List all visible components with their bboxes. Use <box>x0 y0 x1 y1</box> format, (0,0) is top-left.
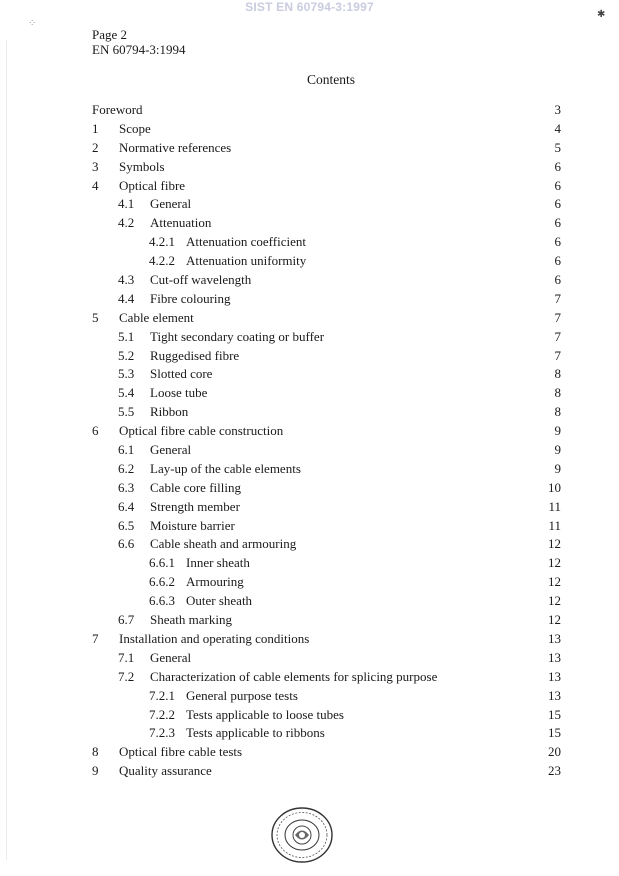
toc-entry <box>0 252 619 271</box>
toc-entry <box>0 460 619 479</box>
toc-entry-page: 9 <box>554 460 561 476</box>
toc-entry <box>0 328 619 347</box>
toc-entry-title: Cable sheath and armouring <box>150 536 297 552</box>
toc-entry-number: 7.2.2 <box>149 706 175 722</box>
toc-entry <box>0 743 619 762</box>
toc-entry-title: Moisture barrier <box>150 517 235 533</box>
toc-entry <box>0 498 619 517</box>
toc-entry-title: General purpose tests <box>186 687 298 703</box>
toc-entry-number: 6.6.2 <box>149 574 175 590</box>
toc-entry-title: Characterization of cable elements for splicing purpose <box>150 668 438 684</box>
toc-entry-page: 15 <box>548 725 561 741</box>
toc-entry-title: Attenuation coefficient <box>186 234 306 250</box>
toc-entry-title: Installation and operating conditions <box>119 630 310 646</box>
toc-entry-number: 7.1 <box>118 649 135 665</box>
toc-entry-number: 5.5 <box>118 404 135 420</box>
toc-entry-page: 13 <box>548 649 561 665</box>
toc-entry <box>0 630 619 649</box>
toc-entry-number: 7.2.1 <box>149 687 175 703</box>
toc-entry-title: Symbols <box>119 158 165 174</box>
toc-entry-title: Outer sheath <box>186 593 253 609</box>
scan-speck-icon: ✱ <box>597 9 606 20</box>
toc-entry <box>0 441 619 460</box>
toc-entry-page: 7 <box>554 309 561 325</box>
toc-entry-page: 6 <box>554 234 561 250</box>
toc-entry-number: 6.1 <box>118 442 135 458</box>
toc-entry-page: 12 <box>548 536 561 552</box>
toc-entry-title: Attenuation <box>150 215 212 231</box>
toc-entry-page: 20 <box>548 744 561 760</box>
toc-entry-number: 4.4 <box>118 290 135 306</box>
toc-entry-title: General <box>150 196 192 212</box>
page-number: Page 2 <box>92 27 128 42</box>
toc-entry <box>0 762 619 781</box>
toc-entry-page: 15 <box>548 706 561 722</box>
toc-entry-page: 4 <box>554 120 561 136</box>
toc-entry <box>0 309 619 328</box>
toc-entry-number: 2 <box>92 139 99 155</box>
toc-entry-page: 7 <box>554 290 561 306</box>
toc-entry <box>0 706 619 725</box>
toc-entry-title: Optical fibre cable construction <box>119 423 284 439</box>
toc-entry <box>0 517 619 536</box>
toc-entry-title: Strength member <box>150 498 240 514</box>
toc-entry-title: General <box>150 649 192 665</box>
toc-entry <box>0 195 619 214</box>
toc-entry-number: 6.7 <box>118 612 135 628</box>
toc-entry-page: 12 <box>548 555 561 571</box>
toc-entry-title: Ribbon <box>150 404 189 420</box>
toc-entry <box>0 120 619 139</box>
toc-entry-number: 5.3 <box>118 366 135 382</box>
toc-entry <box>0 233 619 252</box>
toc-entry-page: 13 <box>548 668 561 684</box>
toc-entry-title: Normative references <box>119 139 232 155</box>
toc-entry-number: 4.2.1 <box>149 234 175 250</box>
toc-entry-page: 13 <box>548 687 561 703</box>
toc-entry <box>0 214 619 233</box>
toc-entry-title: Foreword <box>92 102 143 117</box>
toc-entry <box>0 158 619 177</box>
scan-speck-icon: ⁘ <box>28 18 37 29</box>
toc-entry-page: 8 <box>554 366 561 382</box>
toc-entry-number: 6.3 <box>118 479 135 495</box>
toc-entry-number: 7 <box>92 630 99 646</box>
toc-entry-number: 4.2 <box>118 215 135 231</box>
toc-entry-page: 7 <box>554 347 561 363</box>
toc-entry <box>0 101 619 120</box>
toc-entry-number: 6.6.3 <box>149 593 175 609</box>
toc-entry <box>0 479 619 498</box>
toc-entry-page: 3 <box>554 102 561 117</box>
toc-entry-number: 4.2.2 <box>149 253 175 269</box>
toc-entry-title: Slotted core <box>150 366 213 382</box>
toc-entry-title: Armouring <box>186 574 244 590</box>
toc-entry-number: 6.6.1 <box>149 555 175 571</box>
toc-entry-page: 23 <box>548 763 561 779</box>
toc-entry-page: 6 <box>554 158 561 174</box>
toc-entry-page: 6 <box>554 177 561 193</box>
toc-entry-page: 12 <box>548 612 561 628</box>
toc-entry-title: Fibre colouring <box>150 290 231 306</box>
toc-entry-number: 1 <box>92 120 99 136</box>
toc-entry-number: 6.4 <box>118 498 135 514</box>
toc-entry-title: Cable core filling <box>150 479 241 495</box>
toc-entry-number: 5.2 <box>118 347 135 363</box>
seal-stamp-icon <box>270 806 334 864</box>
toc-entry-page: 13 <box>548 630 561 646</box>
toc-entry-title: Inner sheath <box>186 555 250 571</box>
toc-entry-page: 11 <box>548 498 561 514</box>
toc-entry-page: 6 <box>554 215 561 231</box>
toc-entry-page: 6 <box>554 253 561 269</box>
toc-entry-page: 7 <box>554 328 561 344</box>
toc-entry <box>0 365 619 384</box>
toc-entry-page: 10 <box>548 479 561 495</box>
toc-entry-title: Optical fibre <box>119 177 186 193</box>
toc-entry-page: 5 <box>554 139 561 155</box>
toc-entry-page: 12 <box>548 574 561 590</box>
toc-entry <box>0 271 619 290</box>
toc-entry <box>0 573 619 592</box>
toc-entry-number: 6.5 <box>118 517 135 533</box>
toc-entry-number: 5 <box>92 309 99 325</box>
toc-entry-title: Scope <box>119 120 151 136</box>
toc-entry-number: 8 <box>92 744 99 760</box>
toc-entry-page: 9 <box>554 442 561 458</box>
toc-entry-title: Tests applicable to ribbons <box>186 725 325 741</box>
standard-number: EN 60794-3:1994 <box>92 42 186 57</box>
toc-entry <box>0 724 619 743</box>
toc-entry <box>0 592 619 611</box>
watermark: SIST EN 60794-3:1997 <box>245 0 374 14</box>
page-header <box>92 27 186 57</box>
table-of-contents <box>0 101 619 781</box>
toc-entry-title: Ruggedised fibre <box>150 347 240 363</box>
toc-entry-title: Cable element <box>119 309 194 325</box>
toc-entry-number: 6.2 <box>118 460 135 476</box>
toc-entry <box>0 139 619 158</box>
toc-entry-title: Attenuation uniformity <box>186 253 307 269</box>
toc-entry <box>0 290 619 309</box>
toc-entry <box>0 384 619 403</box>
toc-entry-title: Quality assurance <box>119 763 212 779</box>
toc-entry <box>0 611 619 630</box>
toc-entry-title: Tight secondary coating or buffer <box>150 328 325 344</box>
toc-entry <box>0 177 619 196</box>
toc-entry-page: 8 <box>554 404 561 420</box>
toc-entry <box>0 554 619 573</box>
toc-entry-number: 6 <box>92 423 99 439</box>
toc-entry-page: 6 <box>554 272 561 288</box>
toc-entry-number: 7.2.3 <box>149 725 175 741</box>
toc-entry-title: Sheath marking <box>150 612 232 628</box>
toc-entry-number: 5.1 <box>118 328 135 344</box>
toc-entry-title: Loose tube <box>150 385 208 401</box>
toc-entry-number: 5.4 <box>118 385 135 401</box>
toc-entry-page: 8 <box>554 385 561 401</box>
toc-entry <box>0 668 619 687</box>
toc-entry-number: 4.1 <box>118 196 135 212</box>
toc-entry-title: Tests applicable to loose tubes <box>186 706 344 722</box>
toc-entry-number: 6.6 <box>118 536 135 552</box>
toc-entry <box>0 535 619 554</box>
toc-entry-page: 11 <box>548 517 561 533</box>
toc-entry-title: Lay-up of the cable elements <box>150 460 301 476</box>
toc-entry-number: 7.2 <box>118 668 135 684</box>
toc-entry-page: 9 <box>554 423 561 439</box>
toc-entry <box>0 649 619 668</box>
toc-entry <box>0 687 619 706</box>
toc-entry <box>0 403 619 422</box>
toc-entry <box>0 347 619 366</box>
toc-entry-title: Optical fibre cable tests <box>119 744 243 760</box>
toc-entry-title: General <box>150 442 192 458</box>
toc-entry-page: 6 <box>554 196 561 212</box>
page-title: Contents <box>306 72 355 87</box>
toc-entry-number: 3 <box>92 158 99 174</box>
toc-entry-page: 12 <box>548 593 561 609</box>
toc-entry-number: 4.3 <box>118 272 135 288</box>
toc-entry <box>0 422 619 441</box>
toc-entry-number: 9 <box>92 763 99 779</box>
toc-entry-number: 4 <box>92 177 99 193</box>
toc-entry-title: Cut-off wavelength <box>150 272 252 288</box>
